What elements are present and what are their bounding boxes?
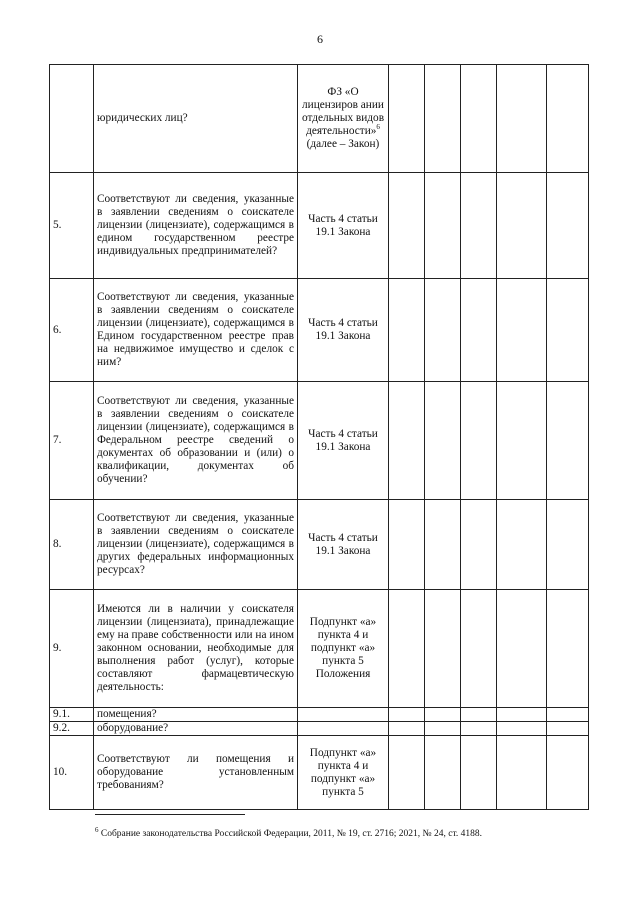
empty-cell [547,279,589,382]
legal-reference [298,65,389,173]
table-row [50,736,589,810]
empty-cell [497,722,547,736]
item-number: 5. [50,173,94,279]
empty-cell [461,173,497,279]
table-row [50,382,589,500]
legal-reference [298,722,389,736]
checklist-table [49,64,589,810]
legal-reference: Подпункт «а» пункта 4 и подпункт «а» пункта 5 Положения [298,590,389,708]
item-number [50,65,94,173]
empty-cell [497,382,547,500]
empty-cell [497,708,547,722]
empty-cell [497,590,547,708]
question-text: помещения? [94,708,298,722]
empty-cell [425,279,461,382]
empty-cell [425,722,461,736]
question-text: Имеются ли в наличии у соискателя лицензии (лицензиата), принадлежащие ему на праве собственности или на ином законном основании, необходимые для выполнения работ (услуг), которые составляют фармацевтическую деятельность: [94,590,298,708]
legal-reference: Подпункт «а» пункта 4 и подпункт «а» пункта 5 [298,736,389,810]
empty-cell [425,382,461,500]
table-row [50,590,589,708]
legal-reference [298,708,389,722]
question-text: Соответствуют ли сведения, указанные в заявлении сведениям о соискателе лицензии (лицензиате), содержащимся в других федеральных информационных ресурсах? [94,500,298,590]
question-text: юридических лиц? [94,65,298,173]
item-number: 7. [50,382,94,500]
item-number: 9. [50,590,94,708]
empty-cell [461,279,497,382]
empty-cell [389,708,425,722]
empty-cell [547,590,589,708]
item-number: 6. [50,279,94,382]
empty-cell [425,590,461,708]
empty-cell [425,708,461,722]
empty-cell [389,173,425,279]
question-text: оборудование? [94,722,298,736]
empty-cell [497,736,547,810]
table-row [50,279,589,382]
table-row [50,722,589,736]
page-number: 6 [317,32,323,46]
empty-cell [547,736,589,810]
legal-reference: Часть 4 статьи 19.1 Закона [298,382,389,500]
legal-reference: Часть 4 статьи 19.1 Закона [298,173,389,279]
footnote-text: Собрание законодательства Российской Федерации, 2011, № 19, ст. 2716; 2021, № 24, ст. 4188. [100,829,483,839]
empty-cell [461,736,497,810]
empty-cell [547,500,589,590]
empty-cell [547,173,589,279]
question-text: Соответствуют ли сведения, указанные в заявлении сведениям о соискателе лицензии (лицензиате), содержащимся в Едином государственном реестре прав на недвижимое имущество и сделок с ним? [94,279,298,382]
item-number: 9.2. [50,722,94,736]
empty-cell [497,500,547,590]
empty-cell [389,590,425,708]
footnote-divider [95,814,245,815]
empty-cell [389,65,425,173]
item-number: 8. [50,500,94,590]
reference-text: ФЗ «О лицензиров ании отдельных видов деятельности» [301,86,385,137]
empty-cell [425,65,461,173]
empty-cell [461,500,497,590]
legal-reference: Часть 4 статьи 19.1 Закона [298,279,389,382]
empty-cell [389,736,425,810]
footnote-mark: 6 [95,825,99,834]
empty-cell [389,500,425,590]
table-row [50,708,589,722]
table-row [50,65,589,173]
empty-cell [497,65,547,173]
reference-tail: (далее – Закон) [306,138,380,150]
empty-cell [497,173,547,279]
empty-cell [547,382,589,500]
empty-cell [461,65,497,173]
question-text: Соответствуют ли сведения, указанные в заявлении сведениям о соискателе лицензии (лицензиате), содержащимся в едином государственном реестре индивидуальных предпринимателей? [94,173,298,279]
footnote [95,825,595,840]
question-text: Соответствуют ли сведения, указанные в заявлении сведениям о соискателе лицензии (лицензиате), содержащимся в Федеральном реестре сведений о документах об образовании и (или) о квалификации, документах об обучении? [94,382,298,500]
legal-reference: Часть 4 статьи 19.1 Закона [298,500,389,590]
empty-cell [547,722,589,736]
empty-cell [389,279,425,382]
empty-cell [425,500,461,590]
item-number: 9.1. [50,708,94,722]
table-row [50,500,589,590]
empty-cell [461,590,497,708]
item-number: 10. [50,736,94,810]
empty-cell [425,736,461,810]
table-row [50,173,589,279]
footnote-ref-mark: 6 [376,123,380,132]
empty-cell [547,708,589,722]
empty-cell [497,279,547,382]
empty-cell [389,382,425,500]
empty-cell [547,65,589,173]
empty-cell [461,722,497,736]
question-text: Соответствуют ли помещения и оборудование установленным требованиям? [94,736,298,810]
empty-cell [461,708,497,722]
empty-cell [389,722,425,736]
empty-cell [461,382,497,500]
empty-cell [425,173,461,279]
